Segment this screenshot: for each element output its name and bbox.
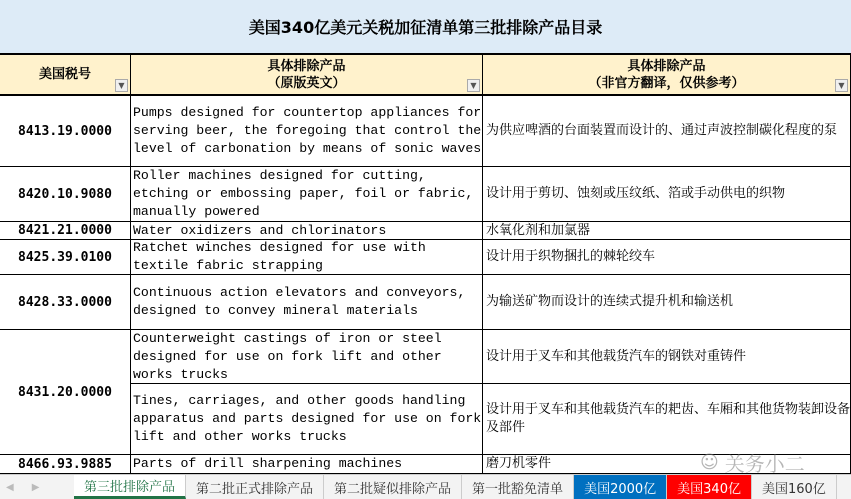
dropdown-arrow-icon[interactable]: ▼: [467, 79, 480, 92]
cell-chinese[interactable]: 设计用于织物捆扎的棘轮绞车: [483, 240, 851, 275]
cell-chinese[interactable]: 磨刀机零件: [483, 455, 851, 474]
watermark: [700, 448, 805, 477]
header-zh-sublabel: （非官方翻译，仅供参考）: [588, 75, 745, 91]
sheet-tab[interactable]: 第三批排除产品: [74, 475, 186, 499]
sheet-tab[interactable]: 美国160亿: [752, 475, 837, 499]
cell-english[interactable]: Roller machines designed for cutting, etching or embossing paper, foil or fabric, manually powered: [131, 167, 483, 222]
wechat-logo-icon: ☺: [700, 452, 719, 473]
sheet-title: 美国340亿美元关税加征清单第三批排除产品目录: [0, 0, 851, 55]
cell-chinese[interactable]: 为供应啤酒的台面装置而设计的、通过声波控制碳化程度的泵: [483, 96, 851, 167]
sheet-tab-bar: [0, 474, 851, 499]
chevron-right-icon[interactable]: ▶: [31, 481, 40, 493]
tab-nav: [0, 475, 74, 499]
sheet-tab[interactable]: 美国2000亿: [574, 475, 667, 499]
cell-code[interactable]: 8425.39.0100: [0, 240, 131, 275]
sheet-tab[interactable]: 第二批疑似排除产品: [324, 475, 462, 499]
watermark-text: 关务小二: [724, 452, 805, 476]
cell-code[interactable]: 8428.33.0000: [0, 275, 131, 330]
cell-code[interactable]: 8466.93.9885: [0, 455, 131, 474]
header-en-sublabel: （原版英文）: [267, 75, 346, 91]
cell-code[interactable]: 8420.10.9080: [0, 167, 131, 222]
cell-chinese[interactable]: 设计用于剪切、蚀刻或压纹纸、箔或手动供电的织物: [483, 167, 851, 222]
cell-chinese[interactable]: 设计用于叉车和其他载货汽车的钢铁对重铸件: [483, 330, 851, 384]
cell-english[interactable]: Pumps designed for countertop appliances for serving beer, the foregoing that control the level of carbonation by means of sonic waves: [131, 96, 483, 167]
cell-english[interactable]: Water oxidizers and chlorinators: [131, 222, 483, 240]
cell-chinese[interactable]: 设计用于叉车和其他载货汽车的耙齿、车厢和其他货物装卸设备及部件: [483, 384, 851, 455]
cell-english[interactable]: Ratchet winches designed for use with textile fabric strapping: [131, 240, 483, 275]
chevron-left-icon[interactable]: ◀: [6, 481, 14, 493]
sheet-tab[interactable]: 第一批豁免清单: [462, 475, 574, 499]
cell-english[interactable]: Continuous action elevators and conveyors, designed to convey mineral materials: [131, 275, 483, 330]
cell-code[interactable]: 8431.20.0000: [0, 330, 131, 455]
header-zh-label: 具体排除产品: [627, 58, 706, 74]
cell-chinese[interactable]: 为输送矿物而设计的连续式提升机和输送机: [483, 275, 851, 330]
sheet-tab[interactable]: 第二批正式排除产品: [186, 475, 324, 499]
cell-english[interactable]: Tines, carriages, and other goods handling apparatus and parts designed for use on fork lift and other works trucks: [131, 384, 483, 455]
cell-code[interactable]: 8421.21.0000: [0, 222, 131, 240]
cell-chinese[interactable]: 水氧化剂和加氯器: [483, 222, 851, 240]
cell-english[interactable]: Counterweight castings of iron or steel designed for use on fork lift and other works trucks: [131, 330, 483, 384]
cell-english[interactable]: Parts of drill sharpening machines: [131, 455, 483, 474]
header-en: [131, 55, 483, 96]
header-zh: [483, 55, 851, 96]
dropdown-arrow-icon[interactable]: ▼: [115, 79, 128, 92]
cell-code[interactable]: 8413.19.0000: [0, 96, 131, 167]
dropdown-arrow-icon[interactable]: ▼: [835, 79, 848, 92]
header-code-label: 美国税号: [38, 67, 91, 82]
sheet-tab[interactable]: 美国340亿: [667, 475, 752, 499]
header-en-label: 具体排除产品: [267, 58, 346, 74]
header-code: [0, 55, 131, 96]
